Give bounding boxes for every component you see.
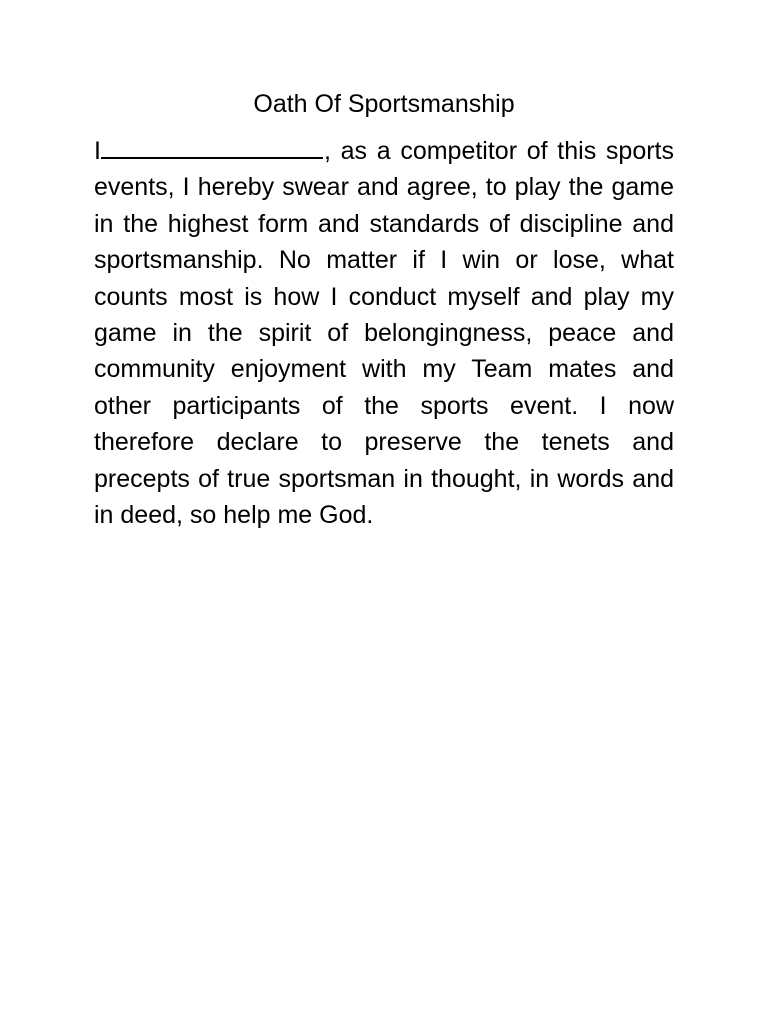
oath-text: , as a competitor of this sports events, I hereby swear and agree, to play the game in the highest form and standards of discipline and sportsmanship. No matter if I win or lose, what counts most is how I conduct myself and play my game in the spirit of belongingness, peace and community enjoyment with my Team mates and other participants of the sports event. I now therefore declare to preserve the tenets and precepts of true sportsman in thought, in words and in deed, so help me God. xyxy=(94,137,674,530)
oath-paragraph xyxy=(94,133,674,533)
oath-pronoun: I xyxy=(94,137,101,165)
page-title: Oath Of Sportsmanship xyxy=(253,90,515,118)
name-blank-line xyxy=(101,137,323,159)
